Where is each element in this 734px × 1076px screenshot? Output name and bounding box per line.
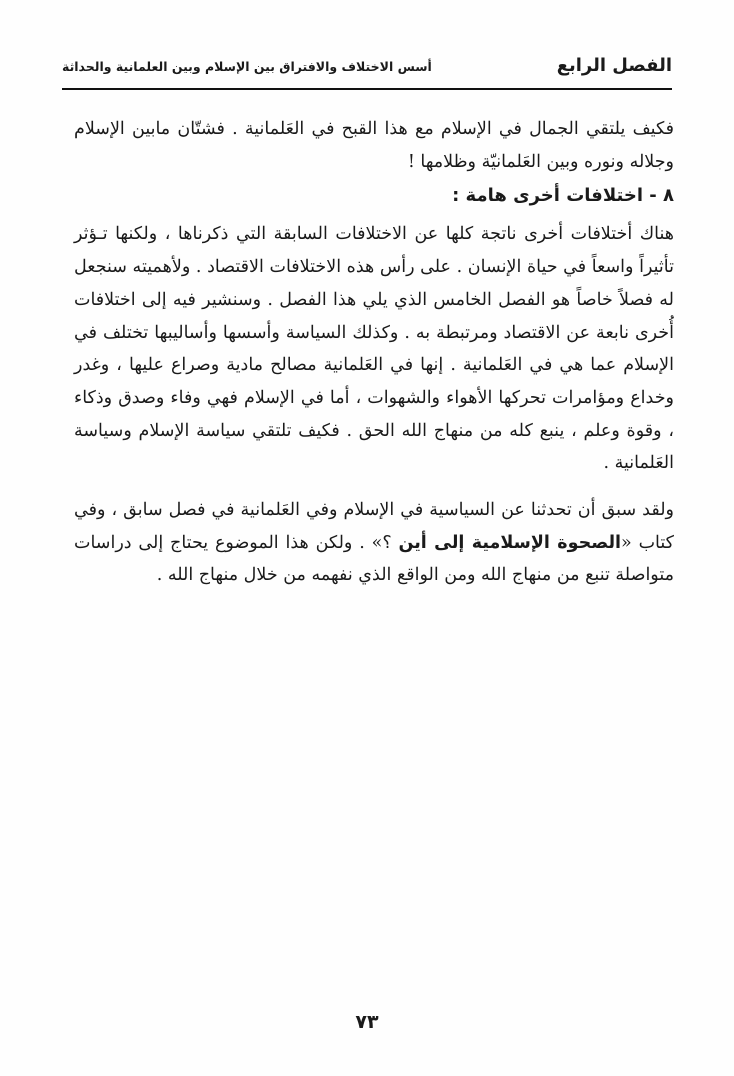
header-rule [62,88,672,90]
book-title: أسس الاختلاف والافتراق بين الإسلام وبين العلمانية والحداثة [62,59,432,74]
chapter-title: الفصل الرابع [556,55,672,76]
paragraph-3 [74,494,674,592]
page-number: ٧٣ [355,1011,379,1033]
section-heading: ٨ - اختلافات أخرى هامة : [452,185,674,207]
paragraph-1: فكيف يلتقي الجمال في الإسلام مع هذا القبح في العَلمانية . فشتّان مابين الإسلام وجلاله ونوره وبين العَلمانيّة وظلامها ! [74,119,674,172]
page-body [74,113,674,592]
running-header [62,52,672,84]
paragraph-3-text-end: ؟» . ولكن هذا الموضوع يحتاج إلى دراسات متواصلة تنبع من منهاج الله ومن الواقع الذي نفهمه من خلال منهاج الله . [74,532,674,586]
book-reference: الصحوة الإسلامية إلى أين [398,532,622,553]
paragraph-3-text-start: ولقد سبق أن تحدثنا عن السياسية في الإسلام وفي العَلمانية في فصل سابق ، وفي كتاب « [74,500,674,553]
paragraph-2: هناك أختلافات أخرى ناتجة كلها عن الاختلافات السابقة التي ذكرناها ، ولكنها تـؤثر تأثيراً واسعاً في حياة الإنسان . على رأس هذه الاختلافات الاقتصاد . ولأهميته سنجعل له فصلاً خاصاً هو الفصل الخامس الذي يلي هذا الفصل . وسنشير فيه إلى اختلافات أُخرى نابعة عن الاقتصاد ومرتبطة به . وكذلك السياسة وأسسها وأساليبها تختلف في الإسلام عما هي في العَلمانية . إنها في العَلمانية مصالح مادية وصراع عليها ، وغدر وخداع ومؤامرات تحركها الأهواء والشهوات ، أما في الإسلام فهي وفاء وصدق وذكاء ، وقوة وعلم ، ينبع كله من منهاج الله الحق . فكيف تلتقي سياسة الإسلام وسياسة العَلمانية . [74,224,674,474]
